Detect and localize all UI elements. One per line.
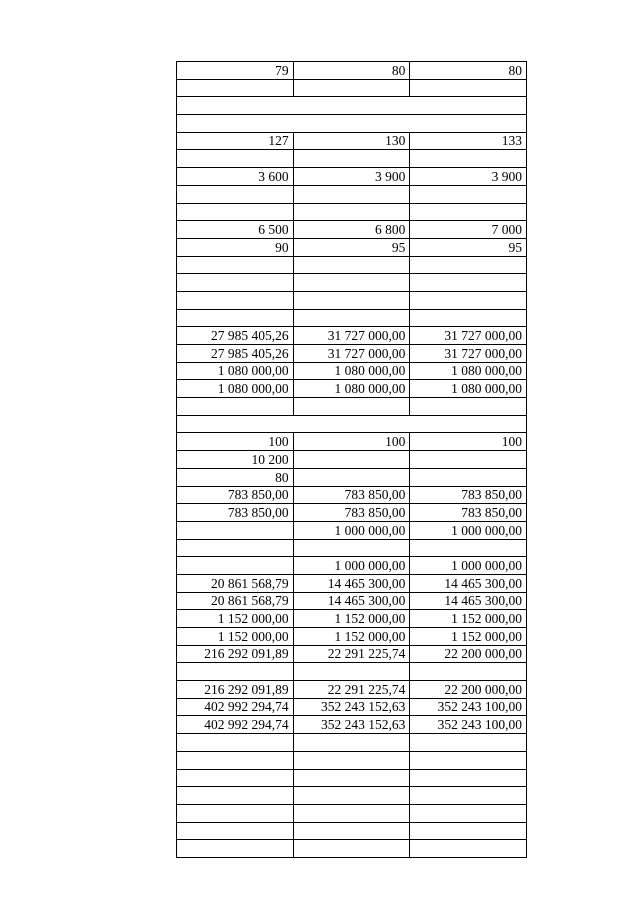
table-cell-col3: 22 200 000,00 bbox=[410, 681, 527, 699]
table-cell-col3 bbox=[410, 468, 527, 486]
table-row bbox=[177, 628, 527, 646]
table-cell-col2 bbox=[293, 79, 410, 97]
table-cell-col2: 3 900 bbox=[293, 168, 410, 186]
table-cell-col1 bbox=[177, 521, 294, 539]
table-cell-col1: 20 861 568,79 bbox=[177, 592, 294, 610]
table-cell-col1 bbox=[177, 150, 294, 168]
table-row bbox=[177, 62, 527, 80]
data-table-body bbox=[177, 62, 527, 858]
table-cell-col3 bbox=[410, 804, 527, 822]
table-row bbox=[177, 840, 527, 858]
table-cell-col1: 3 600 bbox=[177, 168, 294, 186]
table-cell-col1 bbox=[177, 734, 294, 752]
table-cell-col2 bbox=[293, 451, 410, 469]
table-row bbox=[177, 804, 527, 822]
table-cell-col1 bbox=[177, 751, 294, 769]
table-row bbox=[177, 132, 527, 150]
table-row bbox=[177, 592, 527, 610]
table-cell-col2: 31 727 000,00 bbox=[293, 345, 410, 363]
table-cell-col1: 79 bbox=[177, 62, 294, 80]
table-cell-col2: 1 152 000,00 bbox=[293, 628, 410, 646]
table-cell-col3 bbox=[410, 787, 527, 805]
table-section-row bbox=[177, 97, 527, 115]
table-row bbox=[177, 451, 527, 469]
table-cell-col2 bbox=[293, 256, 410, 274]
table-cell-col3: 1 152 000,00 bbox=[410, 610, 527, 628]
table-cell-col2 bbox=[293, 787, 410, 805]
table-row bbox=[177, 769, 527, 787]
table-row bbox=[177, 238, 527, 256]
table-cell-col3: 783 850,00 bbox=[410, 504, 527, 522]
table-row bbox=[177, 751, 527, 769]
table-cell-col1: 216 292 091,89 bbox=[177, 681, 294, 699]
table-cell-col2: 1 152 000,00 bbox=[293, 610, 410, 628]
table-cell-col1: 1 080 000,00 bbox=[177, 362, 294, 380]
table-cell-col3 bbox=[410, 150, 527, 168]
table-cell-col1: 27 985 405,26 bbox=[177, 345, 294, 363]
table-cell-col2 bbox=[293, 309, 410, 327]
table-cell-col1 bbox=[177, 787, 294, 805]
table-cell-col3: 1 080 000,00 bbox=[410, 380, 527, 398]
table-cell-col2: 31 727 000,00 bbox=[293, 327, 410, 345]
table-cell-col1 bbox=[177, 557, 294, 575]
table-cell-col1: 100 bbox=[177, 433, 294, 451]
table-cell-col2 bbox=[293, 539, 410, 557]
table-cell-col2: 6 800 bbox=[293, 221, 410, 239]
table-row bbox=[177, 309, 527, 327]
table-cell-col2 bbox=[293, 185, 410, 203]
table-row bbox=[177, 698, 527, 716]
table-cell-col3: 7 000 bbox=[410, 221, 527, 239]
table-cell-col3 bbox=[410, 663, 527, 681]
table-row bbox=[177, 398, 527, 416]
table-cell-col1 bbox=[177, 309, 294, 327]
table-row bbox=[177, 79, 527, 97]
table-cell-col2: 1 080 000,00 bbox=[293, 362, 410, 380]
table-cell-col1 bbox=[177, 663, 294, 681]
table-row bbox=[177, 380, 527, 398]
table-cell-col2: 80 bbox=[293, 62, 410, 80]
table-cell-col1 bbox=[177, 79, 294, 97]
table-cell-col3 bbox=[410, 539, 527, 557]
table-row bbox=[177, 681, 527, 699]
table-cell-col1: 10 200 bbox=[177, 451, 294, 469]
table-cell-col1: 80 bbox=[177, 468, 294, 486]
table-cell-col3: 31 727 000,00 bbox=[410, 327, 527, 345]
table-cell-col3 bbox=[410, 734, 527, 752]
table-cell-col3: 14 465 300,00 bbox=[410, 574, 527, 592]
table-cell-col1 bbox=[177, 840, 294, 858]
table-row bbox=[177, 203, 527, 221]
table-cell-col2 bbox=[293, 274, 410, 292]
table-cell-col2: 1 000 000,00 bbox=[293, 557, 410, 575]
table-cell-col2: 783 850,00 bbox=[293, 504, 410, 522]
table-cell-col2 bbox=[293, 663, 410, 681]
table-cell-col3: 1 000 000,00 bbox=[410, 557, 527, 575]
table-row bbox=[177, 345, 527, 363]
table-cell-col3 bbox=[410, 291, 527, 309]
table-section-row bbox=[177, 115, 527, 133]
table-row bbox=[177, 97, 527, 115]
table-cell-col1 bbox=[177, 291, 294, 309]
table-cell-col2 bbox=[293, 468, 410, 486]
table-cell-col1: 783 850,00 bbox=[177, 504, 294, 522]
table-row bbox=[177, 433, 527, 451]
table-cell-col3 bbox=[410, 769, 527, 787]
table-row bbox=[177, 221, 527, 239]
table-cell-col1: 402 992 294,74 bbox=[177, 716, 294, 734]
table-cell-col3: 22 200 000,00 bbox=[410, 645, 527, 663]
table-cell-col1: 1 152 000,00 bbox=[177, 628, 294, 646]
table-cell-col3 bbox=[410, 309, 527, 327]
table-cell-col1: 90 bbox=[177, 238, 294, 256]
table-row bbox=[177, 787, 527, 805]
table-cell-col3 bbox=[410, 185, 527, 203]
table-cell-col1: 127 bbox=[177, 132, 294, 150]
table-cell-col3: 100 bbox=[410, 433, 527, 451]
table-row bbox=[177, 185, 527, 203]
table-cell-col1: 6 500 bbox=[177, 221, 294, 239]
table-row bbox=[177, 557, 527, 575]
table-cell-col1 bbox=[177, 769, 294, 787]
table-cell-col3: 95 bbox=[410, 238, 527, 256]
table-row bbox=[177, 150, 527, 168]
table-cell-col1: 216 292 091,89 bbox=[177, 645, 294, 663]
table-cell-col3 bbox=[410, 451, 527, 469]
table-cell-col1 bbox=[177, 274, 294, 292]
table-row bbox=[177, 327, 527, 345]
table-row bbox=[177, 504, 527, 522]
table-row bbox=[177, 574, 527, 592]
table-cell-col1: 20 861 568,79 bbox=[177, 574, 294, 592]
table-row bbox=[177, 734, 527, 752]
table-cell-col2: 1 000 000,00 bbox=[293, 521, 410, 539]
table-row bbox=[177, 274, 527, 292]
table-cell-col3: 352 243 100,00 bbox=[410, 716, 527, 734]
table-row bbox=[177, 415, 527, 433]
table-cell-col2 bbox=[293, 203, 410, 221]
table-row bbox=[177, 256, 527, 274]
table-row bbox=[177, 716, 527, 734]
table-cell-col2: 352 243 152,63 bbox=[293, 698, 410, 716]
table-cell-col2 bbox=[293, 769, 410, 787]
table-row bbox=[177, 362, 527, 380]
table-cell-col1 bbox=[177, 804, 294, 822]
table-cell-col1 bbox=[177, 203, 294, 221]
table-row bbox=[177, 486, 527, 504]
table-cell-col3: 14 465 300,00 bbox=[410, 592, 527, 610]
table-row bbox=[177, 822, 527, 840]
table-cell-col3: 1 000 000,00 bbox=[410, 521, 527, 539]
table-cell-col2: 100 bbox=[293, 433, 410, 451]
table-cell-col2: 14 465 300,00 bbox=[293, 592, 410, 610]
table-cell-col3 bbox=[410, 840, 527, 858]
table-cell-col2 bbox=[293, 291, 410, 309]
table-cell-col2: 14 465 300,00 bbox=[293, 574, 410, 592]
table-cell-col1: 1 080 000,00 bbox=[177, 380, 294, 398]
table-cell-col2 bbox=[293, 751, 410, 769]
table-cell-col3 bbox=[410, 256, 527, 274]
table-cell-col3 bbox=[410, 822, 527, 840]
table-cell-col3 bbox=[410, 274, 527, 292]
table-row bbox=[177, 468, 527, 486]
table-cell-col1: 27 985 405,26 bbox=[177, 327, 294, 345]
table-cell-col3 bbox=[410, 79, 527, 97]
table-row bbox=[177, 610, 527, 628]
table-row bbox=[177, 115, 527, 133]
table-cell-col3: 3 900 bbox=[410, 168, 527, 186]
table-cell-col3: 1 152 000,00 bbox=[410, 628, 527, 646]
table-cell-col3: 1 080 000,00 bbox=[410, 362, 527, 380]
table-cell-col2 bbox=[293, 804, 410, 822]
table-cell-col2: 352 243 152,63 bbox=[293, 716, 410, 734]
table-cell-col3 bbox=[410, 398, 527, 416]
data-table bbox=[176, 61, 527, 858]
table-row bbox=[177, 168, 527, 186]
table-cell-col2 bbox=[293, 734, 410, 752]
table-cell-col2: 783 850,00 bbox=[293, 486, 410, 504]
table-cell-col1 bbox=[177, 256, 294, 274]
table-cell-col2: 22 291 225,74 bbox=[293, 681, 410, 699]
table-cell-col2: 130 bbox=[293, 132, 410, 150]
table-cell-col3 bbox=[410, 751, 527, 769]
table-section-row bbox=[177, 415, 527, 433]
table-cell-col1 bbox=[177, 398, 294, 416]
table-row bbox=[177, 521, 527, 539]
table-cell-col2 bbox=[293, 150, 410, 168]
table-cell-col3: 31 727 000,00 bbox=[410, 345, 527, 363]
table-cell-col3: 352 243 100,00 bbox=[410, 698, 527, 716]
table-row bbox=[177, 539, 527, 557]
table-cell-col2: 95 bbox=[293, 238, 410, 256]
table-cell-col1: 783 850,00 bbox=[177, 486, 294, 504]
table-cell-col1 bbox=[177, 822, 294, 840]
table-cell-col2: 22 291 225,74 bbox=[293, 645, 410, 663]
table-cell-col2 bbox=[293, 822, 410, 840]
table-row bbox=[177, 645, 527, 663]
table-cell-col1: 1 152 000,00 bbox=[177, 610, 294, 628]
table-cell-col2: 1 080 000,00 bbox=[293, 380, 410, 398]
table-cell-col3 bbox=[410, 203, 527, 221]
table-cell-col1: 402 992 294,74 bbox=[177, 698, 294, 716]
table-cell-col3: 80 bbox=[410, 62, 527, 80]
table-cell-col2 bbox=[293, 398, 410, 416]
table-cell-col1 bbox=[177, 185, 294, 203]
table-cell-col1 bbox=[177, 539, 294, 557]
table-row bbox=[177, 291, 527, 309]
table-cell-col2 bbox=[293, 840, 410, 858]
table-cell-col3: 783 850,00 bbox=[410, 486, 527, 504]
table-row bbox=[177, 663, 527, 681]
table-cell-col3: 133 bbox=[410, 132, 527, 150]
